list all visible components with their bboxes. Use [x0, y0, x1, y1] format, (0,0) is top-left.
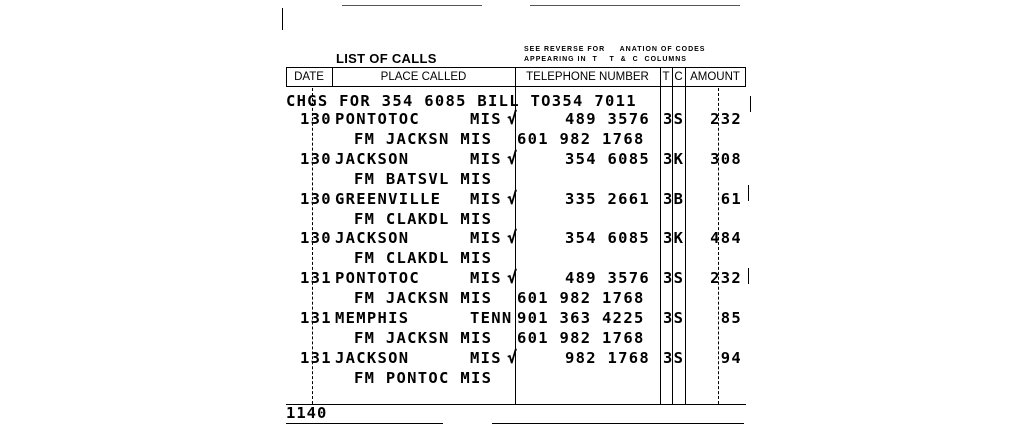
- place-state: MIS: [470, 229, 502, 248]
- telephone-number: 601 982 1768: [517, 328, 645, 347]
- footer-number: 1140: [286, 404, 328, 422]
- place-called: FM PONTOC MIS: [354, 368, 493, 387]
- margin-tick: [748, 268, 749, 284]
- header-bottom-border: [286, 86, 746, 87]
- margin-tick: [750, 96, 751, 112]
- place-called: FM JACKSN MIS: [354, 328, 493, 347]
- header-top-border: [286, 67, 746, 68]
- margin-tick: [748, 185, 749, 201]
- tc-code: 3B: [663, 189, 685, 208]
- call-amount: 94: [720, 348, 742, 367]
- check-mark: √: [507, 228, 519, 249]
- charges-line: CHGS FOR 354 6085 BILL TO354 7011: [286, 92, 637, 110]
- telephone-number: 489 3576: [565, 110, 651, 128]
- telephone-number: 354 6085: [565, 149, 651, 168]
- telephone-number: 982 1768: [565, 348, 651, 367]
- header-right-border: [745, 67, 746, 87]
- tc-code: 3S: [663, 348, 685, 367]
- c-divider: [685, 67, 686, 405]
- check-mark: √: [507, 148, 519, 169]
- telephone-number: 335 2661: [565, 189, 651, 208]
- place-called: PONTOTOC: [335, 269, 421, 288]
- place-called: FM CLAKDL MIS: [354, 209, 493, 228]
- col-amount: AMOUNT: [690, 71, 740, 83]
- tc-code: 3S: [663, 309, 685, 327]
- place-called: FM BATSVL MIS: [354, 169, 493, 188]
- footer-rule-right: [492, 423, 744, 424]
- place-state: MIS: [470, 189, 502, 208]
- col-c: C: [674, 71, 683, 83]
- tc-code: 3S: [663, 269, 685, 288]
- telephone-number: 354 6085: [565, 229, 651, 248]
- place-called: PONTOTOC: [335, 110, 421, 128]
- top-rule-right: [530, 5, 740, 6]
- place-called: FM JACKSN MIS: [354, 289, 493, 308]
- col-t: T: [662, 71, 670, 83]
- place-called: FM JACKSN MIS: [354, 129, 493, 148]
- call-amount: 85: [720, 309, 742, 327]
- col-telephone-number: TELEPHONE NUMBER: [526, 71, 649, 83]
- check-mark: √: [507, 109, 519, 129]
- check-mark: √: [507, 268, 519, 289]
- list-title: LIST OF CALLS: [336, 51, 437, 66]
- telephone-number: 901 363 4225: [517, 309, 645, 327]
- call-amount: 61: [720, 189, 742, 208]
- call-date: 130: [300, 149, 332, 168]
- check-mark: √: [507, 347, 519, 368]
- call-date: 130: [300, 189, 332, 208]
- call-date: 131: [300, 269, 332, 288]
- call-date: 130: [300, 110, 332, 128]
- place-called: JACKSON: [335, 149, 410, 168]
- place-state: TENN: [470, 309, 513, 327]
- telephone-number: 489 3576: [565, 269, 651, 288]
- margin-mark: [282, 8, 283, 30]
- place-called: JACKSON: [335, 229, 410, 248]
- col-place-called: PLACE CALLED: [380, 71, 467, 83]
- col-date: DATE: [294, 71, 324, 83]
- check-mark: √: [507, 188, 519, 209]
- place-called: JACKSON: [335, 348, 410, 367]
- place-called: GREENVILLE: [335, 189, 442, 208]
- tc-code: 3K: [663, 149, 685, 168]
- call-date: 131: [300, 309, 332, 327]
- place-called: FM CLAKDL MIS: [354, 249, 493, 268]
- call-amount: 308: [710, 149, 742, 168]
- call-list-document: [280, 0, 755, 445]
- place-state: MIS: [470, 110, 502, 128]
- top-rule: [342, 5, 482, 6]
- call-amount: 232: [710, 110, 742, 128]
- table-bottom-border: [286, 404, 746, 405]
- telephone-number: 601 982 1768: [517, 129, 645, 148]
- tc-code: 3S: [663, 110, 685, 128]
- codes-note-line1: SEE REVERSE FOR ANATION OF CODES: [524, 46, 706, 53]
- telephone-number: 601 982 1768: [517, 289, 645, 308]
- place-called: MEMPHIS: [335, 309, 410, 327]
- call-amount: 484: [710, 229, 742, 248]
- call-amount: 232: [710, 269, 742, 288]
- call-date: 131: [300, 348, 332, 367]
- tel-divider: [660, 67, 661, 405]
- call-date: 130: [300, 229, 332, 248]
- tc-code: 3K: [663, 229, 685, 248]
- place-state: MIS: [470, 149, 502, 168]
- place-state: MIS: [470, 348, 502, 367]
- place-state: MIS: [470, 269, 502, 288]
- footer-rule: [286, 423, 443, 424]
- codes-note-line2: APPEARING IN T T & C COLUMNS: [524, 56, 687, 63]
